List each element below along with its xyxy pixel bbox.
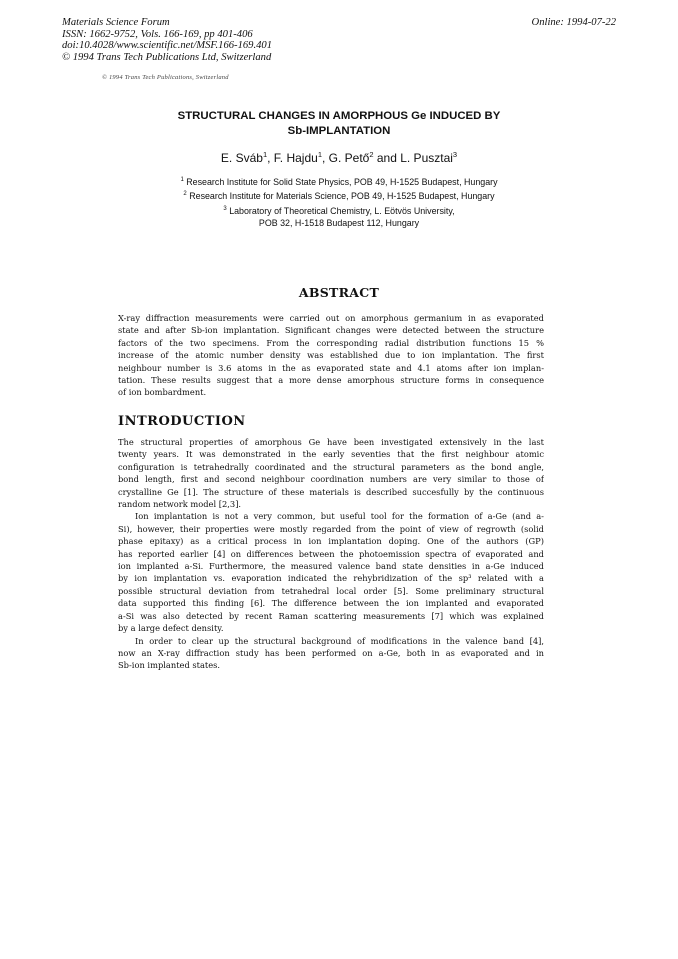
abstract-line: state and after Sb-ion implantation. Significant changes were detected between the structure: [118, 325, 544, 336]
author-list: [100, 150, 578, 165]
abstract-heading: ABSTRACT: [298, 285, 380, 300]
introduction-line: by ion implantation vs. evaporation indicated the rehybridization of the sp³ related with a: [118, 573, 544, 584]
author-affiliation-marker: 1: [262, 150, 268, 159]
introduction-line: Si), however, their properties were mostly regarded from the point of view of regrowth (solid: [118, 523, 544, 534]
introduction-line: configuration is tetrahedrally coordinated and the structural parameters as the bond angle,: [118, 461, 544, 472]
journal-name: Materials Science Forum: [62, 17, 170, 28]
abstract-line: X-ray diffraction measurements were carried out on amorphous germanium in as evaporated: [118, 313, 544, 323]
affiliations: [100, 174, 578, 230]
author-affiliation-marker: 3: [452, 150, 458, 159]
online-date: Online: 1994-07-22: [531, 17, 616, 28]
ghost-copyright: © 1994 Trans Tech Publications, Switzerland: [102, 74, 229, 81]
introduction-line: Sb-ion implanted states.: [118, 660, 221, 671]
introduction-line: bond length, first and second neighbour coordination numbers are very similar to those of: [118, 474, 544, 485]
paper-title: [118, 109, 560, 139]
affiliation-3-address: POB 32, H-1518 Budapest 112, Hungary: [258, 218, 420, 229]
author-name: F. Hajdu: [273, 151, 318, 165]
introduction-line: has reported earlier [4] on differences between the photoemission spectra of evaporated and: [118, 548, 544, 559]
author-separator: ,: [321, 151, 329, 165]
title-line-2: Sb-IMPLANTATION: [287, 125, 391, 137]
affiliation-3: $^3$ Laboratory of Theoretical Chemistry, L. Eötvös University,: [223, 205, 455, 216]
abstract-line: of ion bombardment.: [118, 387, 207, 398]
title-line-1: STRUCTURAL CHANGES IN AMORPHOUS Ge INDUCED BY: [177, 110, 501, 122]
author-name: G. Pető: [328, 151, 370, 165]
introduction-body: [118, 436, 544, 672]
affiliation-2: $^2$ Research Institute for Materials Science, POB 49, H-1525 Budapest, Hungary: [183, 191, 495, 202]
introduction-line: by a large defect density.: [118, 623, 224, 634]
affiliation-1: $^1$ Research Institute for Solid State Physics, POB 49, H-1525 Budapest, Hungary: [180, 176, 498, 187]
abstract-line: factors of the two specimens. From the corresponding radial distribution functions 15 %: [118, 337, 544, 348]
introduction-line: In order to clear up the structural background of modifications in the valence band [4],: [135, 635, 544, 646]
author-separator: and: [373, 151, 401, 165]
introduction-line: a-Si was also detected by recent Raman scattering measurements [7] which was explained: [118, 610, 544, 621]
publication-info: [62, 17, 392, 63]
introduction-line: data supported this finding [6]. The difference between the ion implanted and evaporated: [118, 598, 544, 609]
introduction-line: The structural properties of amorphous Ge have been investigated extensively in the last: [118, 437, 544, 447]
author-affiliation-marker: 2: [369, 150, 374, 159]
introduction-line: random network model [2,3].: [118, 499, 242, 510]
author-affiliation-marker: 1: [317, 150, 322, 159]
copyright-line: © 1994 Trans Tech Publications Ltd, Switzerland: [62, 51, 272, 63]
introduction-line: crystalline Ge [1]. The structure of these materials is described succesfully by the continuous: [118, 486, 544, 497]
author-separator: ,: [267, 151, 274, 165]
introduction-line: possible structural deviation from tetrahedral local order [5]. Some preliminary structural: [118, 585, 544, 596]
introduction-line: ion implanted a-Si. Furthermore, the measured valence band state densities in a-Ge induced: [118, 561, 544, 572]
introduction-line: twenty years. It was demonstrated in the early seventies that the first neighbour atomic: [118, 449, 544, 460]
issn-line: ISSN: 1662-9752, Vols. 166-169, pp 401-406: [62, 28, 253, 40]
author-name: L. Pusztai: [400, 151, 453, 165]
abstract-line: tation. These results suggest that a more dense amorphous structure forms in consequence: [118, 375, 544, 386]
introduction-heading: INTRODUCTION: [118, 414, 246, 429]
introduction-line: phase epitaxy) as a critical process in ion implantation doping. One of the authors (GP): [118, 536, 544, 547]
abstract-line: increase of the atomic number density was established due to ion implantation. The first: [118, 350, 544, 361]
abstract-line: neighbour number is 3.6 atoms in the as evaporated state and 4.1 atoms after ion implan-: [118, 362, 544, 373]
introduction-line: Ion implantation is not a very common, but useful tool for the formation of a-Ge (and a-: [135, 511, 544, 522]
doi-link[interactable]: doi:10.4028/www.scientific.net/MSF.166-169.401: [62, 40, 272, 52]
abstract-body: [118, 312, 544, 399]
introduction-line: now an X-ray diffraction study has been performed on a-Ge, both in as evaporated and in: [118, 647, 544, 658]
author-name: E. Sváb: [220, 151, 263, 165]
